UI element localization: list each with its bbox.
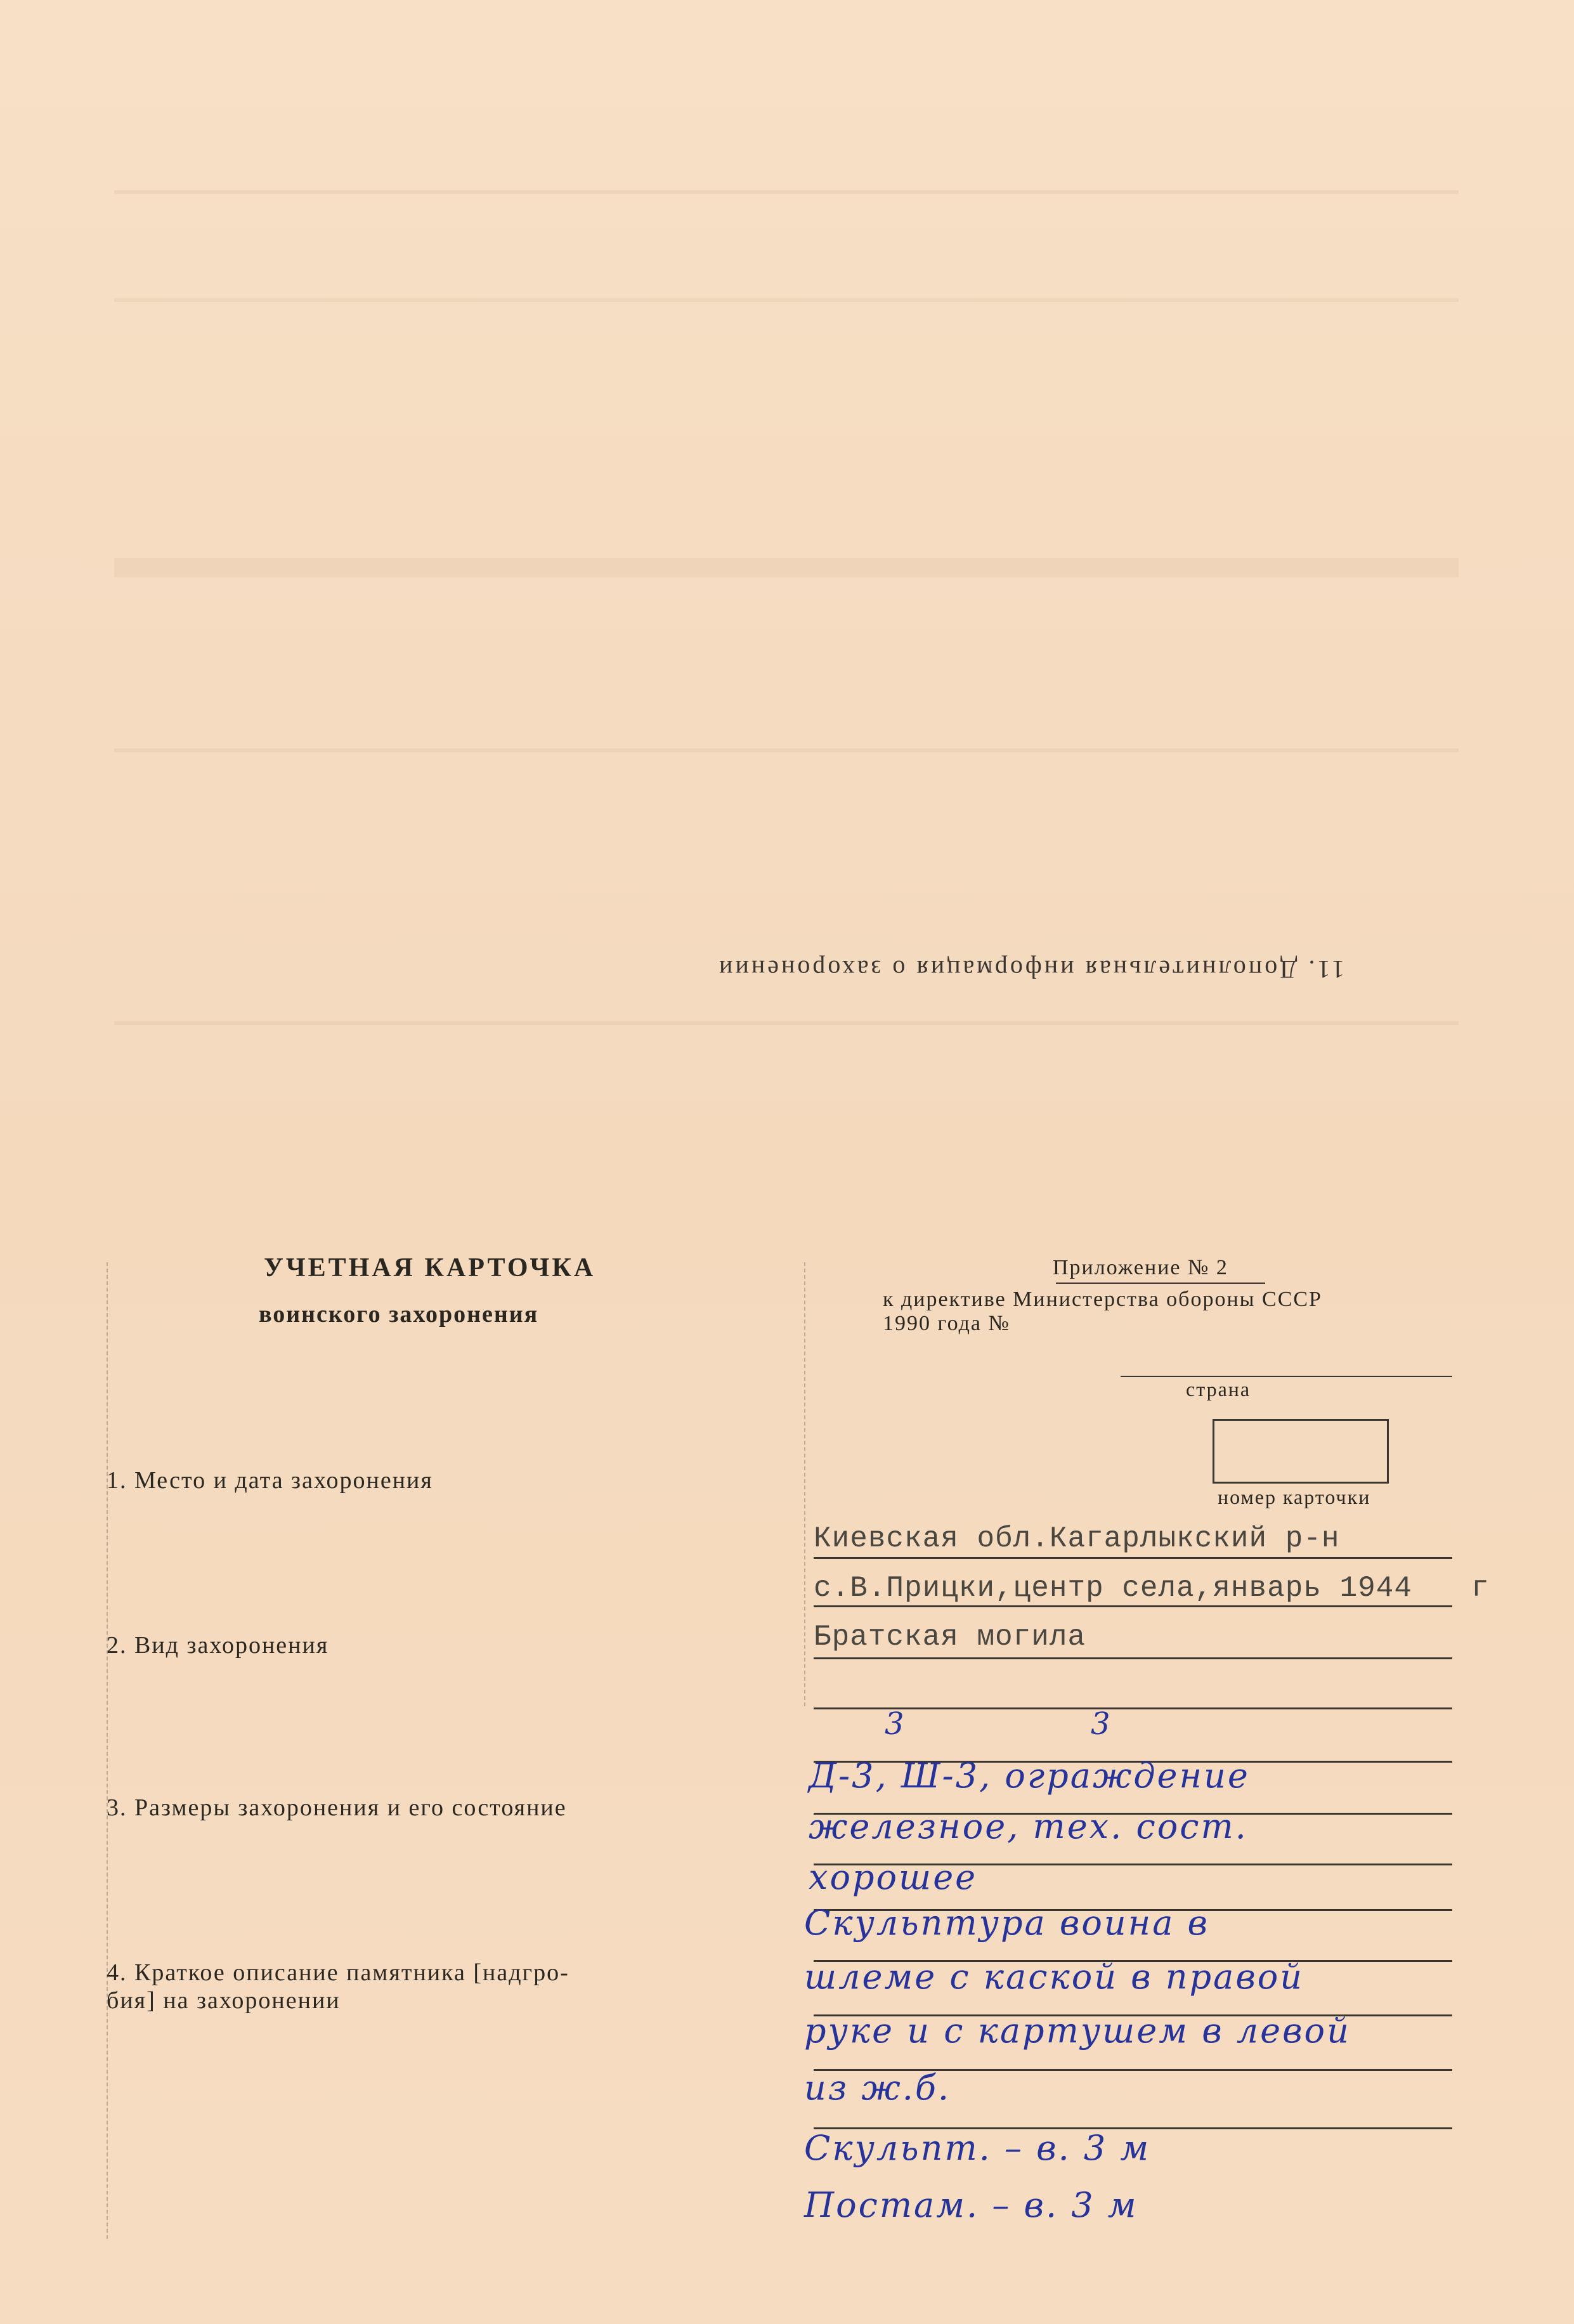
burial-type-value: Братская могила — [814, 1621, 1086, 1654]
handwritten-line-1: Д-3, Ш-3, ограждение — [809, 1756, 1250, 1796]
card-title: УЧЕТНАЯ КАРТОЧКА — [264, 1253, 596, 1283]
handwritten-line-4: Скульптура воина в — [804, 1903, 1209, 1943]
field-2-label: 2. Вид захоронения — [107, 1632, 329, 1659]
country-label: страна — [1186, 1378, 1251, 1400]
left-border — [107, 1262, 108, 2239]
handwritten-line-9: Постам. – в. 3 м — [804, 2185, 1138, 2225]
handwritten-size-note-1: 3 — [885, 1706, 906, 1742]
appendix-year: 1990 года № — [883, 1312, 1010, 1335]
appendix-number: Приложение № 2 — [1053, 1256, 1228, 1279]
handwritten-line-8: Скульпт. – в. 3 м — [804, 2128, 1151, 2168]
handwritten-line-7: из ж.б. — [804, 2068, 951, 2108]
place-line-1: Киевская обл.Кагарлыкский р-н — [814, 1522, 1340, 1555]
handwritten-line-5: шлеме с каской в правой — [804, 1957, 1304, 1997]
country-field[interactable] — [1121, 1376, 1452, 1377]
handwritten-line-6: руке и с картушем в левой — [804, 2011, 1351, 2051]
handwritten-line-3: хорошее — [809, 1857, 978, 1897]
field-3-label: 3. Размеры захоронения и его состояние — [107, 1794, 567, 1821]
place-line-2: с.В.Прицки,центр села,январь 1944 — [814, 1572, 1412, 1605]
card-number-label: номер карточки — [1218, 1485, 1371, 1508]
field-1-label: 1. Место и дата захоронения — [107, 1467, 433, 1494]
handwritten-line-2: железное, тех. сост. — [809, 1806, 1248, 1846]
place-year-suffix: г — [1471, 1572, 1490, 1605]
card-number-box[interactable] — [1213, 1419, 1389, 1484]
field-4-label-line2: бия] на захоронении — [107, 1987, 341, 2014]
field-4-label-line1: 4. Краткое описание памятника [надгро- — [107, 1959, 569, 1986]
appendix-directive: к директиве Министерства обороны СССР — [883, 1288, 1322, 1311]
card-subtitle: воинского захоронения — [259, 1301, 539, 1328]
handwritten-size-note-2: 3 — [1091, 1706, 1112, 1742]
middle-border — [804, 1262, 805, 1706]
section-11-heading-upside-down: 11. Дополнительная информация о захоронении — [717, 955, 1344, 984]
